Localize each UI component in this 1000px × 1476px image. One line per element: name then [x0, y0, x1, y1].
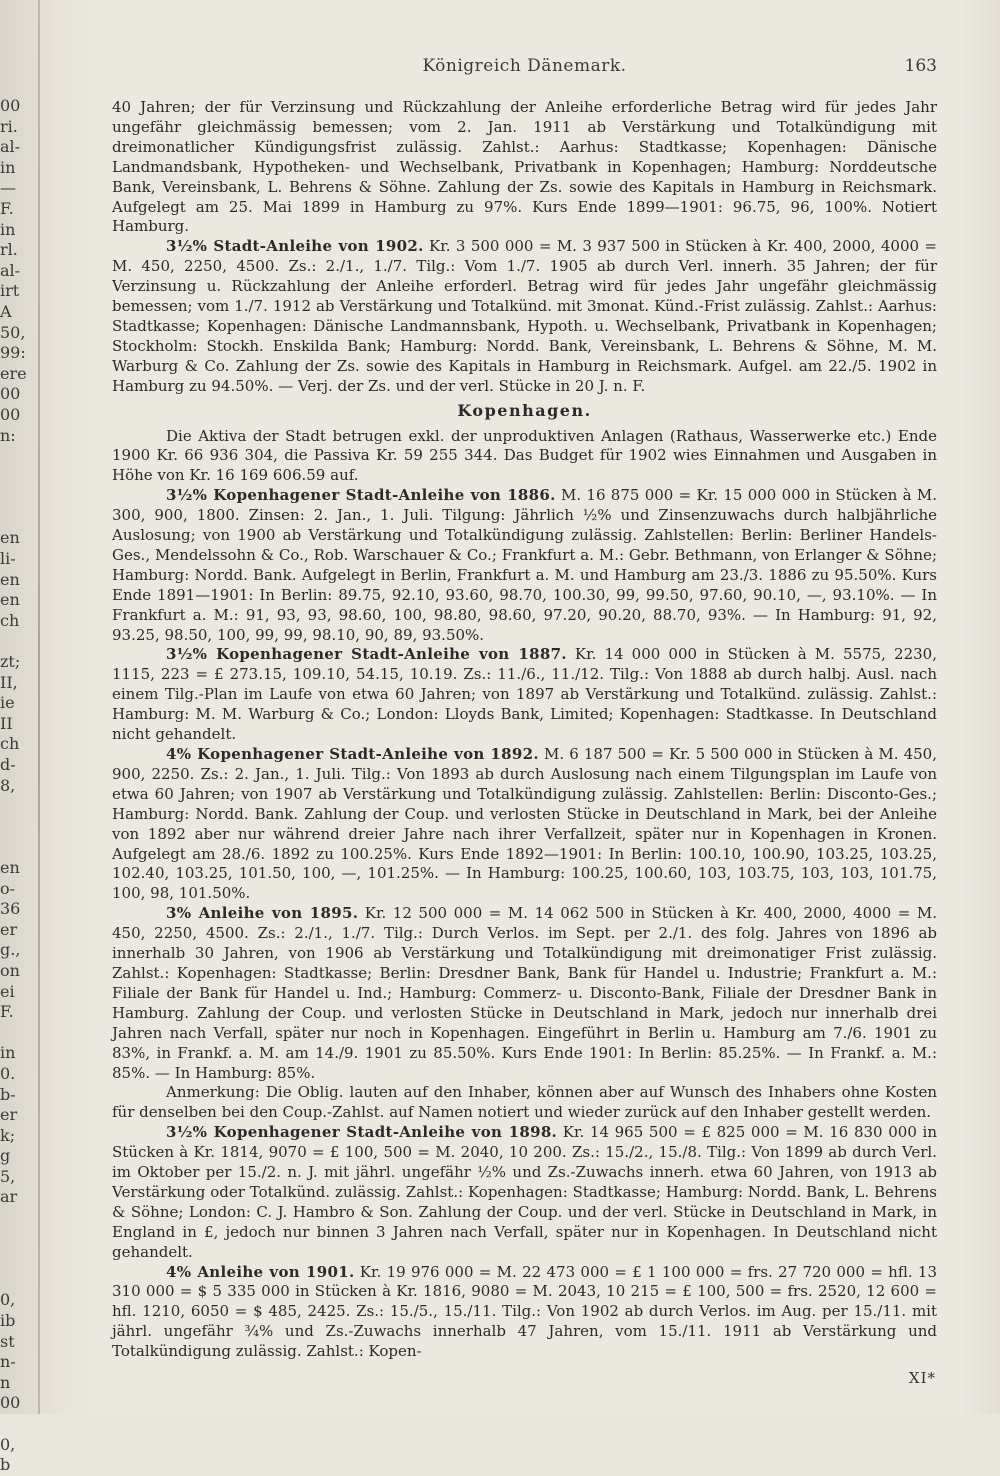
margin-fragment: b-	[0, 1084, 16, 1104]
margin-fragment: ib	[0, 1311, 16, 1331]
loan-title: 3% Anleihe von 1895.	[166, 904, 359, 923]
page-header	[112, 56, 937, 80]
margin-fragment: en	[0, 528, 20, 548]
margin-fragment: zt;	[0, 652, 21, 672]
section-heading: Kopenhagen.	[457, 400, 592, 420]
margin-fragment: li-	[0, 549, 16, 569]
margin-fragment: ei	[0, 981, 15, 1001]
margin-fragment: n:	[0, 425, 16, 445]
margin-fragment: in	[0, 219, 16, 239]
margin-fragment	[0, 467, 40, 488]
margin-fragment: irt	[0, 281, 20, 301]
paragraph	[112, 486, 937, 645]
margin-fragment: er	[0, 1105, 18, 1125]
margin-fragment: A	[0, 301, 12, 321]
loan-text: Kr. 14 965 500 = £ 825 000 = M. 16 830 000 in Stücken à Kr. 1814, 9070 = £ 100, 500 = M. 2040, 10 200. Zs.: 15./2., 15./8. Tilg.: Von 1899 ab durch Verl. im Oktober per 15./2. n. J. mit jährl. ungefähr ½% und Zs.-Zuwachs innerh. etwa 60 Jahren, von 1913 ab Verstärkung oder Totalkünd. zulässig. Zahlst.: Kopenhagen: Stadtkasse; Hamburg: Nordd. Bank, L. Behrens & Söhne; London: C. J. Hambro & Son. Zahlung der Coup. und der verl. Stücke in Deutschland in Mark, in England in £, jedoch nur binnen 3 Jahren nach Verfall, später nur in Kopenhagen. In Deutschland nicht gehandelt.	[112, 1123, 937, 1261]
page-body	[112, 98, 937, 1362]
margin-fragment: II,	[0, 672, 18, 692]
margin-fragment: 0,	[0, 1434, 16, 1454]
margin-fragment: rl.	[0, 240, 18, 260]
loan-text: Kr. 12 500 000 = M. 14 062 500 in Stücken à Kr. 400, 2000, 4000 = M. 450, 2250, 4500. Zs.: 2./1., 1./7. Tilg.: Durch Verlos. im Sept. per 2./1. des folg. Jahres von 1896 ab innerhalb 30 Jahren, von 1906 ab Verstärkung und Totalkündigung mit dreimonatiger Frist zulässig. Zahlst.: Kopenhagen: Stadtkasse; Berlin: Dresdner Bank, Bank für Handel u. Industrie; Frankfurt a. M.: Filiale der Bank für Handel u. Ind.; Hamburg: Commerz- u. Disconto-Bank, Filiale der Dresdner Bank in Hamburg. Zahlung der Coup. und verlosten Stücke in Deutschland in Mark, jedoch nur innerhalb drei Jahren nach Verfall, später nur noch in Kopenhagen. Eingeführt in Berlin u. Hamburg am 7./6. 1901 zu 83%, in Frankf. a. M. am 14./9. 1901 zu 85.50%. Kurs Ende 1901: In Berlin: 85.25%. — In Frankf. a. M.: 85%. — In Hamburg: 85%.	[112, 904, 937, 1082]
paragraph	[112, 645, 937, 745]
margin-fragment	[0, 487, 40, 508]
loan-text: Kr. 3 500 000 = M. 3 937 500 in Stücken à Kr. 400, 2000, 4000 = M. 450, 2250, 4500. Zs.: 2./1., 1./7. Tilg.: Vom 1./7. 1905 ab durch Verl. innerh. 35 Jahren; der für Verzinsung u. Rückzahlung der Anleihe erforderl. Betrag wird für jedes Jahr ungefähr gleichmässig bemessen; vom 1./7. 1912 ab Verstärkung und Totalkünd. mit 3monat. Künd.-Frist zulässig. Zahlst.: Aarhus: Stadtkasse; Kopenhagen: Dänische Landmannsbank, Hypoth. u. Wechselbank, Privatbank in Kopenhagen; Stockholm: Stockh. Enskilda Bank; Hamburg: Nordd. Bank, Vereinsbank, L. Behrens & Söhne, M. M. Warburg & Co. Zahlung der Zs. sowie des Kapitals in Hamburg in Reichsmark. Aufgel. am 22./5. 1902 in Hamburg zu 94.50%. — Verj. der Zs. und der verl. Stücke in 20 J. n. F.	[112, 237, 937, 395]
loan-title: 3½% Kopenhagener Stadt-Anleihe von 1887.	[166, 645, 567, 664]
loan-text: Kr. 14 000 000 in Stücken à M. 5575, 2230, 1115, 223 = £ 273.15, 109.10, 54.15, 10.19. Zs.: 11./6., 11./12. Tilg.: Von 1888 ab durch halbj. Ausl. nach einem Tilg.-Plan im Laufe von etwa 60 Jahren; von 1897 ab Verstärkung und Totalkünd. zulässig. Zahlst.: Hamburg: M. M. Warburg & Co.; London: Lloyds Bank, Limited; Kopenhagen: Stadtkasse. In Deutschland nicht gehandelt.	[112, 645, 937, 744]
margin-fragment: 5,	[0, 1166, 16, 1186]
margin-fragment	[0, 1414, 40, 1435]
margin-fragment	[0, 1208, 40, 1229]
margin-fragment	[0, 1249, 40, 1270]
loan-title: 3½% Stadt-Anleihe von 1902.	[166, 237, 424, 256]
margin-fragment: 50,	[0, 322, 26, 342]
paragraph: Anmerkung: Die Oblig. lauten auf den Inhaber, können aber auf Wunsch des Inhabers ohne Kosten für denselben bei den Coup.-Zahlst. auf Namen notiert und wieder zurück auf den Inhaber gestellt werden.	[112, 1083, 937, 1122]
paragraph: Die Aktiva der Stadt betrugen exkl. der unproduktiven Anlagen (Rathaus, Wasserwerke etc.) Ende 1900 Kr. 66 936 304, die Passiva Kr. 59 255 344. Das Budget für 1902 wies Einnahmen und Ausgaben in Höhe von Kr. 16 169 606.59 auf.	[112, 426, 937, 485]
margin-fragment: on	[0, 960, 20, 980]
margin-fragment: d-	[0, 755, 16, 774]
margin-fragment: g	[0, 1146, 11, 1166]
margin-fragment: st	[0, 1331, 15, 1351]
margin-fragment: in	[0, 157, 16, 177]
margin-fragment: ri.	[0, 116, 18, 136]
margin-fragment: g.,	[0, 940, 21, 960]
margin-fragment: 0,	[0, 1290, 16, 1310]
margin-fragment: 00	[0, 404, 21, 424]
loan-text: M. 16 875 000 = Kr. 15 000 000 in Stücken à M. 300, 900, 1800. Zinsen: 2. Jan., 1. Juli. Tilgung: Jährlich ½% und Zinsenzuwachs durch halbjährliche Auslosung; von 1900 ab Verstärkung und Totalkündigung zulässig. Zahlstellen: Berlin: Berliner Handels-Ges., Mendelssohn & Co., Rob. Warschauer & Co.; Frankfurt a. M.: Gebr. Bethmann, von Erlanger & Söhne; Hamburg: Nordd. Bank. Aufgelegt in Berlin, Frankfurt a. M. und Hamburg am 23./3. 1886 zu 95.50%. Kurs Ende 1891—1901: In Berlin: 89.75, 92.10, 93.60, 98.70, 100.30, 99, 99.50, 97.60, 90.10, —, 93.10%. — In Frankfurt a. M.: 91, 93, 93, 98.60, 100, 98.80, 98.60, 97.20, 90.20, 88.70, 93%. — In Hamburg: 91, 92, 93.25, 98.50, 100, 99, 99, 98.10, 90, 89, 93.50%.	[112, 486, 937, 644]
margin-fragment: F.	[0, 1002, 14, 1022]
margin-fragment: en	[0, 590, 20, 610]
margin-fragment: en	[0, 857, 20, 877]
margin-fragment: ar	[0, 1187, 18, 1207]
loan-text: M. 6 187 500 = Kr. 5 500 000 in Stücken à M. 450, 900, 2250. Zs.: 2. Jan., 1. Juli. Tilg.: Von 1893 ab durch Auslosung nach einem Tilgungsplan im Laufe von etwa 60 Jahren; von 1907 ab Verstärkung und Totalkündigung zulässig. Zahlstellen: Berlin: Disconto-Ges.; Hamburg: Nordd. Bank. Zahlung der Coup. und verlosten Stücke in Deutschland in Mark, bei der Anleihe von 1892 aber nur während dreier Jahre nach ihrer Verfallzeit, später nur in Kopenhagen in Kronen. Aufgelegt am 28./6. 1892 zu 100.25%. Kurs Ende 1892—1901: In Berlin: 100.10, 100.90, 103.25, 103.25, 102.40, 103.25, 101.50, 100, —, 101.25%. — In Hamburg: 100.25, 100.60, 103, 103.75, 103, 103, 101.75, 100, 98, 101.50%.	[112, 745, 937, 903]
margin-fragment: ere	[0, 363, 27, 383]
previous-page-margin	[0, 96, 40, 1476]
margin-fragment	[0, 1229, 40, 1250]
paragraph	[112, 745, 937, 904]
margin-fragment	[0, 1270, 40, 1291]
margin-fragment: ch	[0, 610, 20, 630]
margin-fragment	[0, 1023, 40, 1044]
margin-fragment: II	[0, 713, 13, 733]
page-number: 163	[904, 56, 937, 76]
margin-fragment: n-	[0, 1352, 16, 1372]
loan-text: Kr. 19 976 000 = M. 22 473 000 = £ 1 100 000 = frs. 27 720 000 = hfl. 13 310 000 = $ 5 335 000 in Stücken à Kr. 1816, 9080 = M. 2043, 10 215 = £ 100, 500 = frs. 2520, 12 600 = hfl. 1210, 6050 = $ 485, 2425. Zs.: 15./5., 15./11. Tilg.: Von 1902 ab durch Verlos. im Aug. per 15./11. mit jährl. ungefähr ¾% und Zs.-Zuwachs innerhalb 47 Jahren, vom 15./11. 1911 ab Verstärkung und Totalkündigung zulässig. Zahlst.: Kopen-	[112, 1262, 937, 1361]
margin-fragment: in	[0, 1043, 16, 1063]
margin-fragment	[0, 837, 40, 858]
margin-fragment: 0.	[0, 1063, 16, 1083]
margin-fragment: n	[0, 1372, 11, 1392]
loan-title: 3½% Kopenhagener Stadt-Anleihe von 1898.	[166, 1123, 558, 1142]
margin-fragment: o-	[0, 878, 16, 898]
paragraph	[112, 237, 937, 396]
margin-fragment: en	[0, 569, 20, 589]
loan-title: 4% Anleihe von 1901.	[166, 1262, 355, 1281]
loan-title: 3½% Kopenhagener Stadt-Anleihe von 1886.	[166, 486, 556, 505]
margin-fragment: 00	[0, 96, 21, 115]
margin-fragment: ie	[0, 693, 15, 713]
margin-fragment: 00	[0, 384, 21, 404]
margin-fragment	[0, 817, 40, 838]
margin-fragment: 99:	[0, 343, 26, 363]
margin-fragment: 36	[0, 899, 21, 919]
margin-fragment: 8,	[0, 775, 16, 795]
margin-fragment: al-	[0, 137, 21, 157]
margin-fragment: F.	[0, 198, 14, 218]
margin-fragment: al-	[0, 260, 21, 280]
signature-mark: XI*	[908, 1369, 936, 1387]
margin-fragment: er	[0, 919, 18, 939]
margin-fragment	[0, 631, 40, 652]
margin-fragment	[0, 796, 40, 817]
margin-fragment: 00	[0, 1393, 21, 1413]
running-head: Königreich Dänemark.	[422, 56, 627, 76]
paragraph	[112, 1123, 937, 1262]
paragraph: 40 Jahren; der für Verzinsung und Rückzahlung der Anleihe erforderliche Betrag wird für jedes Jahr ungefähr gleichmässig bemessen; vom 2. Jan. 1911 ab Verstärkung und Totalkündigung mit dreimonatlicher Kündigungsfrist zulässig. Zahlst.: Aarhus: Stadtkasse; Kopenhagen: Dänische Landmandsbank, Hypotheken- und Wechselbank, Privatbank in Kopenhagen; Hamburg: Norddeutsche Bank, Vereinsbank, L. Behrens & Söhne. Zahlung der Zs. sowie des Kapitals in Hamburg in Reichsmark. Aufgelegt am 25. Mai 1899 in Hamburg zu 97%. Kurs Ende 1899—1901: 96.75, 96, 100%. Notiert Hamburg.	[112, 98, 937, 236]
margin-fragment: b	[0, 1455, 11, 1475]
margin-fragment: ch	[0, 734, 20, 754]
margin-fragment: —	[0, 178, 16, 198]
paragraph	[112, 904, 937, 1083]
margin-fragment: k;	[0, 1125, 16, 1145]
loan-title: 4% Kopenhagener Stadt-Anleihe von 1892.	[166, 745, 539, 763]
margin-fragment	[0, 446, 40, 467]
margin-fragment	[0, 508, 40, 529]
paragraph	[112, 1263, 937, 1363]
